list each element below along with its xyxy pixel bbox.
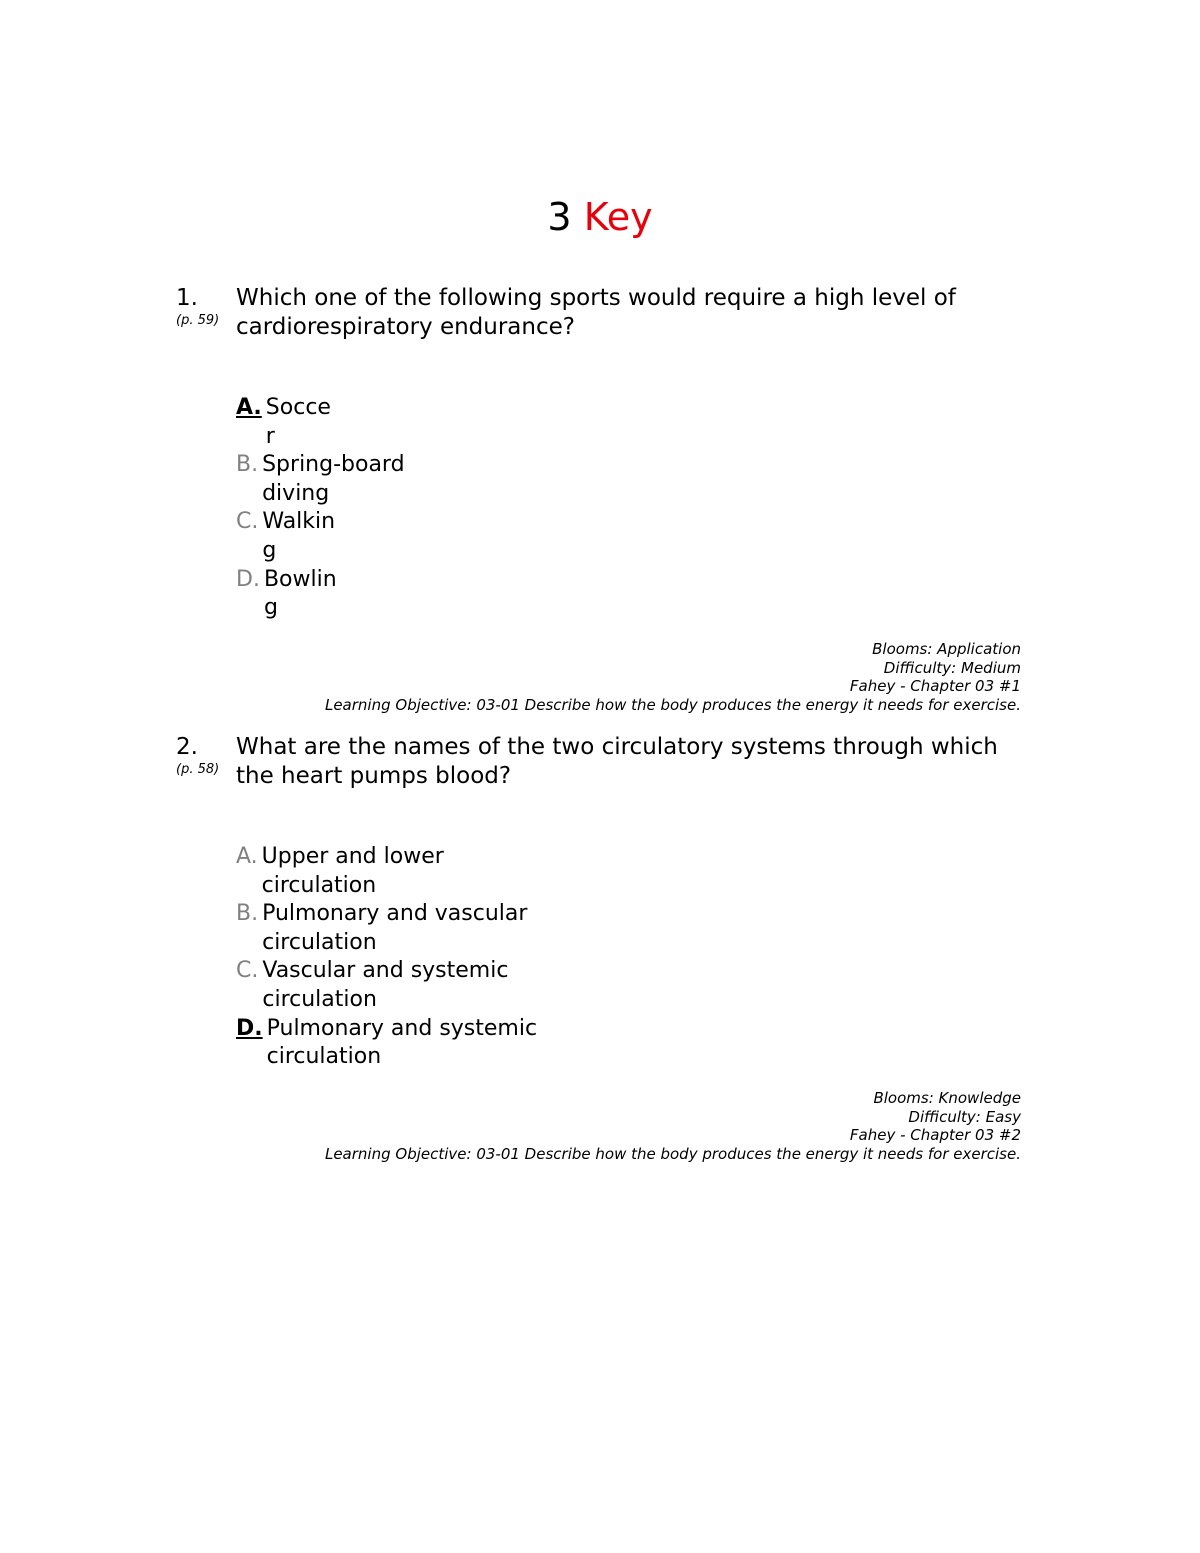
choice-text: Spring-board diving [262,452,405,506]
page-reference: (p. 58) [176,762,220,777]
choice-text: Pulmonary and systemic circulation [266,1015,538,1070]
choice-text: Pulmonary and vascular circulation [262,901,528,955]
choice-letter: B. [236,901,259,927]
choice-letter: A. [236,844,258,869]
choice-letter: D. [236,566,260,592]
choice-text: Walkin g [262,509,336,563]
choice-letter: A. [236,395,262,420]
key-label: Key [583,195,653,239]
choice-b [236,451,432,508]
choice-letter: D. [236,1015,263,1041]
question-number: 2. [176,734,198,760]
choice-c [236,508,432,565]
choice-b [236,900,567,957]
learning-objective: Learning Objective: 03-01 Describe how the body produces the energy it needs for exercise. [324,695,1021,714]
choice-letter: C. [236,958,259,984]
choice-text: Upper and lower circulation [261,844,444,898]
question-metadata [325,1089,1021,1163]
question-text: What are the names of the two circulatory systems through which the heart pumps blood? [236,734,998,789]
question-number: 1. [176,285,198,311]
choice-a [236,843,567,900]
choice-d [236,1015,567,1072]
choice-text: Bowlin g [263,566,337,621]
difficulty-level: Difficulty: Medium [883,658,1021,677]
choice-c [236,957,567,1014]
blooms-level: Blooms: Application [872,640,1021,658]
choice-text: Vascular and systemic circulation [262,958,509,1012]
question-text: Which one of the following sports would require a high level of cardiorespiratory endurance? [236,285,956,340]
page-reference: (p. 59) [176,313,220,328]
answer-choices [236,843,567,1072]
blooms-level: Blooms: Knowledge [873,1089,1021,1107]
learning-objective: Learning Objective: 03-01 Describe how the body produces the energy it needs for exercise. [324,1144,1021,1163]
chapter-number: 3 [547,195,572,239]
choice-letter: B. [236,452,259,478]
difficulty-level: Difficulty: Easy [908,1107,1021,1126]
choice-text: Socce r [265,395,331,449]
page-title [0,192,1200,242]
choice-d [236,566,432,623]
choice-letter: C. [236,509,259,535]
answer-choices [236,394,432,623]
source-reference: Fahey - Chapter 03 #2 [849,1126,1021,1144]
source-reference: Fahey - Chapter 03 #1 [849,677,1021,695]
choice-a [236,394,432,451]
question-metadata [325,640,1021,714]
